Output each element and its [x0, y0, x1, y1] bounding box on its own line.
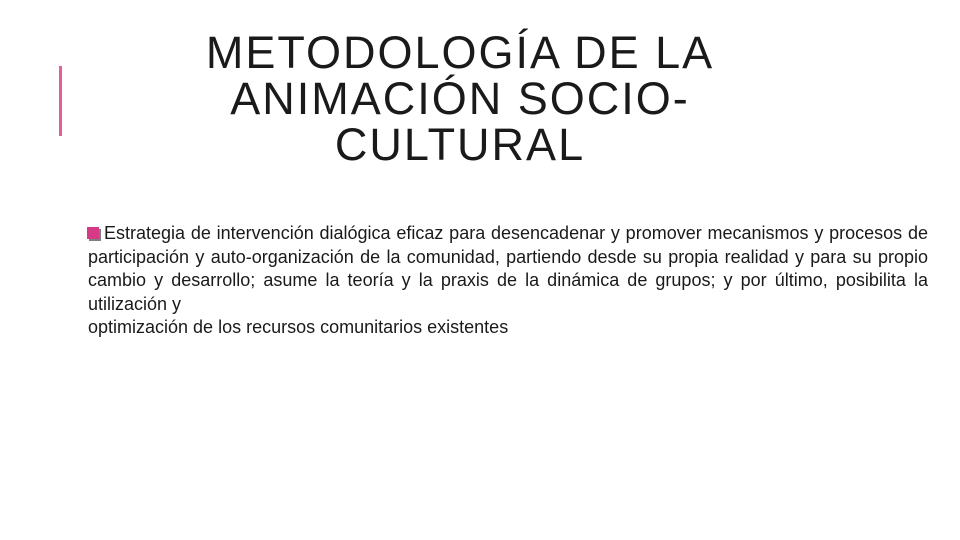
- accent-bar: [59, 66, 62, 136]
- title-line-1: METODOLOGÍA DE LA: [205, 27, 715, 78]
- bullet-text-last-line: optimización de los recursos comunitarios existentes: [88, 317, 509, 337]
- title-line-3: CULTURAL: [334, 119, 586, 170]
- checkbox-square-bullet-icon: [86, 226, 102, 242]
- bullet-text: Estrategia de intervención dialógica eficaz para desencadenar y promover mecanismos y procesos de participación y auto-organización de la comunidad, partiendo desde su propia realidad y para su propio cambio y desarrollo; asume la teoría y la praxis de la dinámica de grupos; y por último, posibilita la utilización y: [88, 223, 928, 314]
- bullet-paragraph: [88, 222, 928, 340]
- title-line-2: ANIMACIÓN SOCIO-: [230, 73, 690, 124]
- slide-title: [130, 27, 790, 170]
